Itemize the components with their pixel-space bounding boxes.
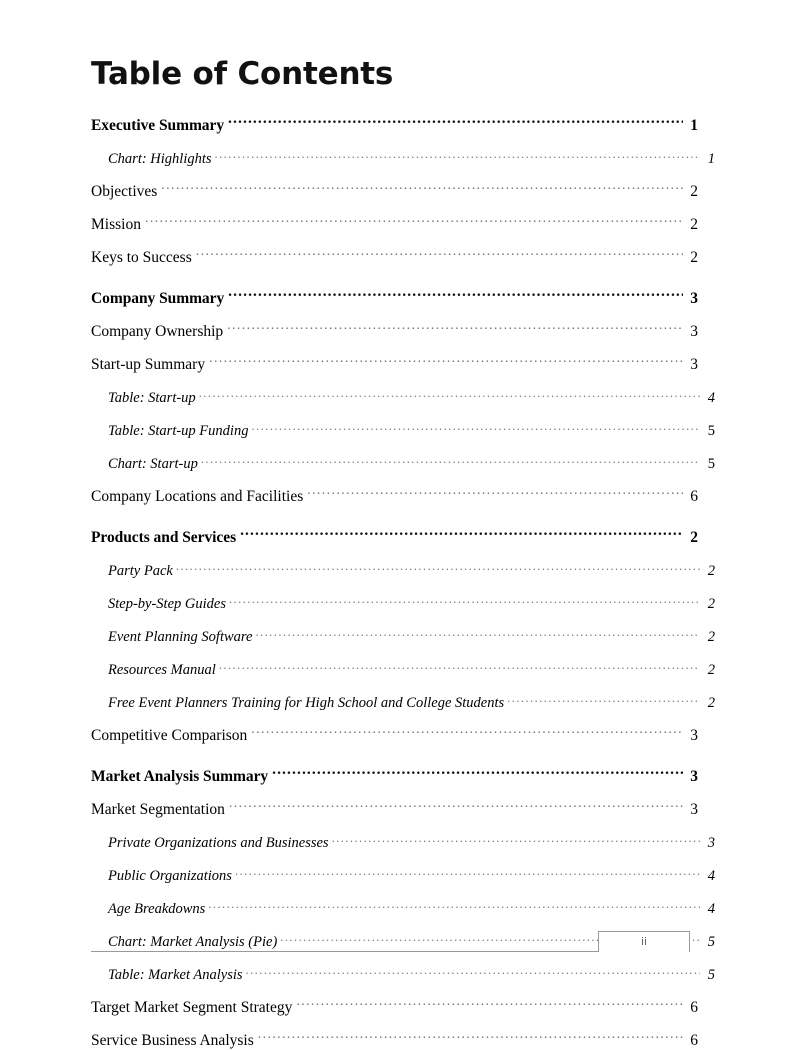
toc-entry[interactable]	[91, 592, 715, 613]
toc-entry-label: Objectives	[91, 183, 158, 201]
toc-entry[interactable]	[91, 485, 698, 506]
toc-leader-dots	[201, 452, 700, 468]
toc-entry-label: Target Market Segment Strategy	[91, 999, 293, 1017]
toc-entry-label: Company Summary	[91, 290, 225, 308]
toc-leader-dots	[219, 658, 700, 674]
toc-entry-page-number: 6	[690, 1032, 698, 1050]
toc-entry-label: Keys to Success	[91, 249, 192, 267]
toc-entry-label: Event Planning Software	[108, 629, 253, 646]
toc-entry[interactable]	[91, 287, 698, 308]
toc-entry-page-number: 2	[690, 183, 698, 201]
toc-entry-page-number: 4	[707, 868, 715, 885]
toc-entry[interactable]	[91, 559, 715, 580]
toc-entry-page-number: 1	[707, 151, 715, 168]
toc-entry[interactable]	[91, 213, 698, 234]
toc-leader-dots	[199, 386, 700, 402]
toc-entry-label: Age Breakdowns	[108, 901, 206, 918]
page-content	[91, 0, 715, 1050]
toc-entry[interactable]	[91, 897, 715, 918]
toc-entry-page-number: 2	[690, 529, 698, 547]
toc-leader-dots	[215, 147, 700, 163]
toc-entry-label: Chart: Market Analysis (Pie)	[108, 934, 278, 951]
toc-leader-dots	[229, 798, 683, 814]
toc-entry-page-number: 3	[690, 290, 698, 308]
toc-leader-dots	[251, 419, 700, 435]
toc-leader-dots	[251, 724, 683, 740]
toc-entry-page-number: 3	[690, 801, 698, 819]
toc-leader-dots	[307, 485, 683, 501]
toc-leader-dots	[228, 287, 683, 303]
footer-divider	[91, 951, 606, 952]
page-footer	[91, 918, 698, 952]
toc-entry[interactable]	[91, 996, 698, 1017]
toc-leader-dots	[258, 1029, 683, 1045]
toc-leader-dots	[240, 526, 683, 542]
toc-entry-label: Chart: Highlights	[108, 151, 212, 168]
toc-entry-page-number: 5	[707, 934, 715, 951]
toc-entry[interactable]	[91, 1029, 698, 1050]
toc-entry-page-number: 2	[707, 662, 715, 679]
toc-entry[interactable]	[91, 798, 698, 819]
toc-entry-label: Free Event Planners Training for High School and College Students	[108, 695, 505, 712]
toc-entry-label: Mission	[91, 216, 141, 234]
toc-entry-page-number: 2	[690, 249, 698, 267]
toc-entry-label: Start-up Summary	[91, 356, 206, 374]
toc-entry-label: Executive Summary	[91, 117, 225, 135]
toc-entry-label: Table: Market Analysis	[108, 967, 243, 984]
toc-entry-label: Table: Start-up Funding	[108, 423, 249, 440]
toc-entry-page-number: 3	[690, 323, 698, 341]
toc-leader-dots	[209, 353, 683, 369]
toc-leader-dots	[196, 246, 683, 262]
toc-entry[interactable]	[91, 114, 698, 135]
toc-entry-label: Table: Start-up	[108, 390, 196, 407]
toc-entry-label: Company Locations and Facilities	[91, 488, 304, 506]
toc-entry-page-number: 3	[690, 356, 698, 374]
toc-entry-label: Products and Services	[91, 529, 237, 547]
toc-leader-dots	[255, 625, 700, 641]
toc-entry-page-number: 2	[690, 216, 698, 234]
toc-entry[interactable]	[91, 353, 698, 374]
toc-leader-dots	[208, 897, 700, 913]
toc-entry-page-number: 2	[707, 596, 715, 613]
toc-entry-page-number: 5	[707, 967, 715, 984]
toc-entry-page-number: 3	[690, 768, 698, 786]
toc-entry-label: Market Segmentation	[91, 801, 225, 819]
toc-entry-label: Public Organizations	[108, 868, 232, 885]
toc-leader-dots	[228, 114, 683, 130]
page-title: Table of Contents	[91, 56, 394, 92]
toc-leader-dots	[296, 996, 683, 1012]
toc-leader-dots	[229, 592, 700, 608]
toc-entry-label: Company Ownership	[91, 323, 224, 341]
toc-entry-page-number: 4	[707, 901, 715, 918]
toc-leader-dots	[161, 180, 683, 196]
toc-entry-page-number: 3	[690, 727, 698, 745]
toc-entry-page-number: 4	[707, 390, 715, 407]
toc-entry[interactable]	[91, 147, 715, 168]
toc-entry-label: Resources Manual	[108, 662, 216, 679]
toc-entry-label: Step-by-Step Guides	[108, 596, 226, 613]
toc-leader-dots	[235, 864, 700, 880]
toc-entry-page-number: 6	[690, 488, 698, 506]
toc-entry[interactable]	[91, 625, 715, 646]
toc-entry[interactable]	[91, 246, 698, 267]
toc-entry-page-number: 2	[707, 629, 715, 646]
toc-entry[interactable]	[91, 452, 715, 473]
toc-entry-label: Private Organizations and Businesses	[108, 835, 329, 852]
toc-leader-dots	[246, 963, 700, 979]
toc-leader-dots	[227, 320, 683, 336]
toc-entry-page-number: 2	[707, 563, 715, 580]
toc-entry[interactable]	[91, 526, 698, 547]
toc-entry-page-number: 5	[707, 456, 715, 473]
footer-page-number-box	[598, 931, 690, 952]
toc-entry-label: Service Business Analysis	[91, 1032, 254, 1050]
toc-entry[interactable]	[91, 864, 715, 885]
toc-leader-dots	[145, 213, 683, 229]
toc-leader-dots	[272, 765, 683, 781]
toc-leader-dots	[176, 559, 700, 575]
toc-entry-page-number: 3	[707, 835, 715, 852]
toc-entry[interactable]	[91, 831, 715, 852]
footer-page-number: ii	[641, 936, 647, 948]
toc-entry-label: Market Analysis Summary	[91, 768, 269, 786]
toc-entry-label: Chart: Start-up	[108, 456, 198, 473]
toc-entry-page-number: 1	[690, 117, 698, 135]
toc-entry-page-number: 6	[690, 999, 698, 1017]
toc-entry[interactable]	[91, 180, 698, 201]
toc-entry[interactable]	[91, 691, 715, 712]
toc-entry[interactable]	[91, 386, 715, 407]
toc-leader-dots	[332, 831, 700, 847]
toc-entry-label: Competitive Comparison	[91, 727, 248, 745]
toc-entry[interactable]	[91, 724, 698, 745]
table-of-contents-list	[91, 114, 715, 1050]
toc-entry[interactable]	[91, 963, 715, 984]
toc-entry[interactable]	[91, 658, 715, 679]
toc-entry[interactable]	[91, 320, 698, 341]
toc-leader-dots	[507, 691, 700, 707]
toc-entry-page-number: 5	[707, 423, 715, 440]
toc-entry[interactable]	[91, 765, 698, 786]
toc-entry[interactable]	[91, 419, 715, 440]
toc-entry-label: Party Pack	[108, 563, 173, 580]
toc-entry-page-number: 2	[707, 695, 715, 712]
